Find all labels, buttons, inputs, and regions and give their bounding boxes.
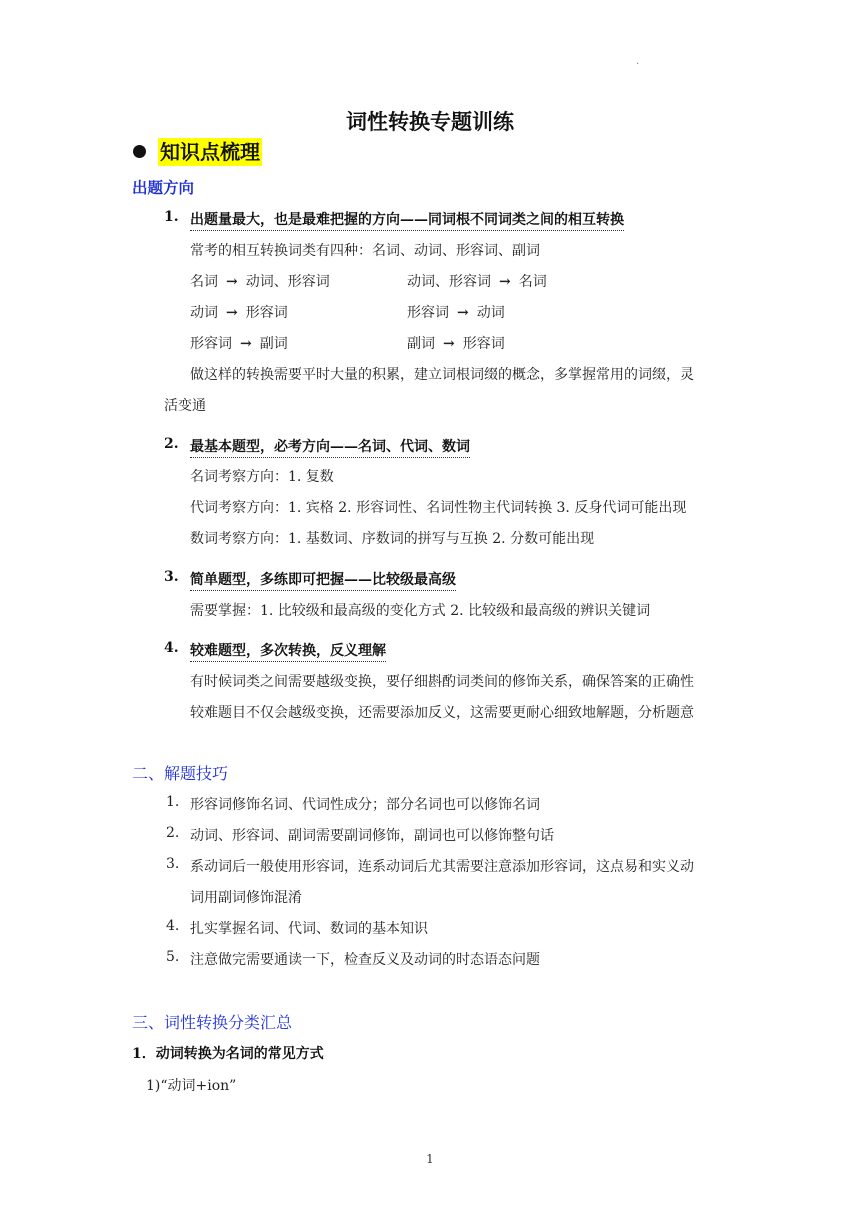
from-word: 副词: [407, 336, 435, 352]
section3-heading: 三、词性转换分类汇总: [132, 1013, 293, 1032]
page-number: 1: [426, 1152, 434, 1166]
tip1-text: 形容词修饰名词、代词性成分；部分名词也可以修饰名词: [190, 797, 540, 813]
item2-line3: 数词考察方向：1. 基数词、序数词的拼写与互换 2. 分数可能出现: [190, 531, 595, 547]
section1-heading: 知识点梳理: [160, 140, 260, 164]
arrow-right-icon: →: [240, 336, 252, 352]
conversion-row-3-right: [407, 333, 505, 353]
item2-line1: 名词考察方向：1. 复数: [190, 469, 334, 485]
item2-number: 2.: [164, 436, 179, 452]
tip2-number: 2.: [166, 825, 180, 841]
tip5-number: 5.: [166, 949, 180, 965]
conversion-row-2-right: [407, 302, 505, 322]
section3-subheading: 1．动词转换为名词的常见方式: [132, 1046, 324, 1062]
item4-title: 较难题型，多次转换，反义理解: [190, 640, 386, 662]
item4-line2: 较难题目不仅会越级变换，还需要添加反义，这需要更耐心细致地解题，分析题意: [190, 705, 694, 721]
conversion-row-2: [190, 302, 288, 322]
item3-number: 3.: [164, 569, 179, 585]
item1-note-line2: 活变通: [164, 398, 206, 414]
tip3-text: 系动词后一般使用形容词，连系动词后尤其需要注意添加形容词，这点易和实义动: [190, 859, 694, 875]
from-word: 形容词: [407, 305, 449, 321]
tip5-text: 注意做完需要通读一下，检查反义及动词的时态语态问题: [190, 952, 540, 968]
page-title: 词性转换专题训练: [346, 110, 514, 134]
item3-line1: 需要掌握：1. 比较级和最高级的变化方式 2. 比较级和最高级的辨识关键词: [190, 603, 651, 619]
conversion-row-1: [190, 271, 330, 291]
from-word: 动词、形容词: [407, 274, 491, 290]
section3-item1: 1)“动词+ion”: [146, 1078, 237, 1094]
tip4-text: 扎实掌握名词、代词、数词的基本知识: [190, 921, 428, 937]
item4-number: 4.: [164, 640, 179, 656]
item1-line1: 常考的相互转换词类有四种：名词、动词、形容词、副词: [190, 243, 540, 259]
conversion-row-3: [190, 333, 288, 353]
arrow-right-icon: →: [226, 305, 238, 321]
from-word: 动词: [190, 305, 218, 321]
item3-title: 简单题型，多练即可把握——比较级最高级: [190, 569, 456, 591]
header-dot: .: [636, 56, 640, 67]
item1-number: 1.: [164, 209, 179, 225]
to-word: 形容词: [245, 305, 288, 321]
arrow-right-icon: →: [226, 274, 238, 290]
to-word: 动词、形容词: [245, 274, 330, 290]
item1-note-line1: 做这样的转换需要平时大量的积累，建立词根词缀的概念，多掌握常用的词缀，灵: [190, 367, 694, 383]
arrow-right-icon: →: [443, 336, 455, 352]
tip4-number: 4.: [166, 918, 180, 934]
arrow-right-icon: →: [457, 305, 469, 321]
to-word: 副词: [259, 336, 288, 352]
conversion-row-1-right: [407, 271, 547, 291]
to-word: 形容词: [462, 336, 505, 352]
tip2-text: 动词、形容词、副词需要副词修饰，副词也可以修饰整句话: [190, 828, 554, 844]
to-word: 名词: [518, 274, 547, 290]
to-word: 动词: [476, 305, 505, 321]
tip3-number: 3.: [166, 856, 180, 872]
item2-title: 最基本题型，必考方向——名词、代词、数词: [190, 436, 470, 458]
from-word: 形容词: [190, 336, 232, 352]
section1-subheading: 出题方向: [132, 179, 195, 197]
from-word: 名词: [190, 274, 218, 290]
bullet-icon: [133, 145, 146, 158]
item2-line2: 代词考察方向：1. 宾格 2. 形容词性、名词性物主代词转换 3. 反身代词可能出现: [190, 500, 687, 516]
section2-heading: 二、解题技巧: [132, 764, 229, 783]
item1-title: 出题量最大，也是最难把握的方向——同词根不同词类之间的相互转换: [190, 209, 624, 231]
tip1-number: 1.: [166, 794, 180, 810]
item4-line1: 有时候词类之间需要越级变换，要仔细斟酌词类间的修饰关系，确保答案的正确性: [190, 674, 694, 690]
arrow-right-icon: →: [499, 274, 511, 290]
tip3-text-cont: 词用副词修饰混淆: [190, 890, 302, 906]
